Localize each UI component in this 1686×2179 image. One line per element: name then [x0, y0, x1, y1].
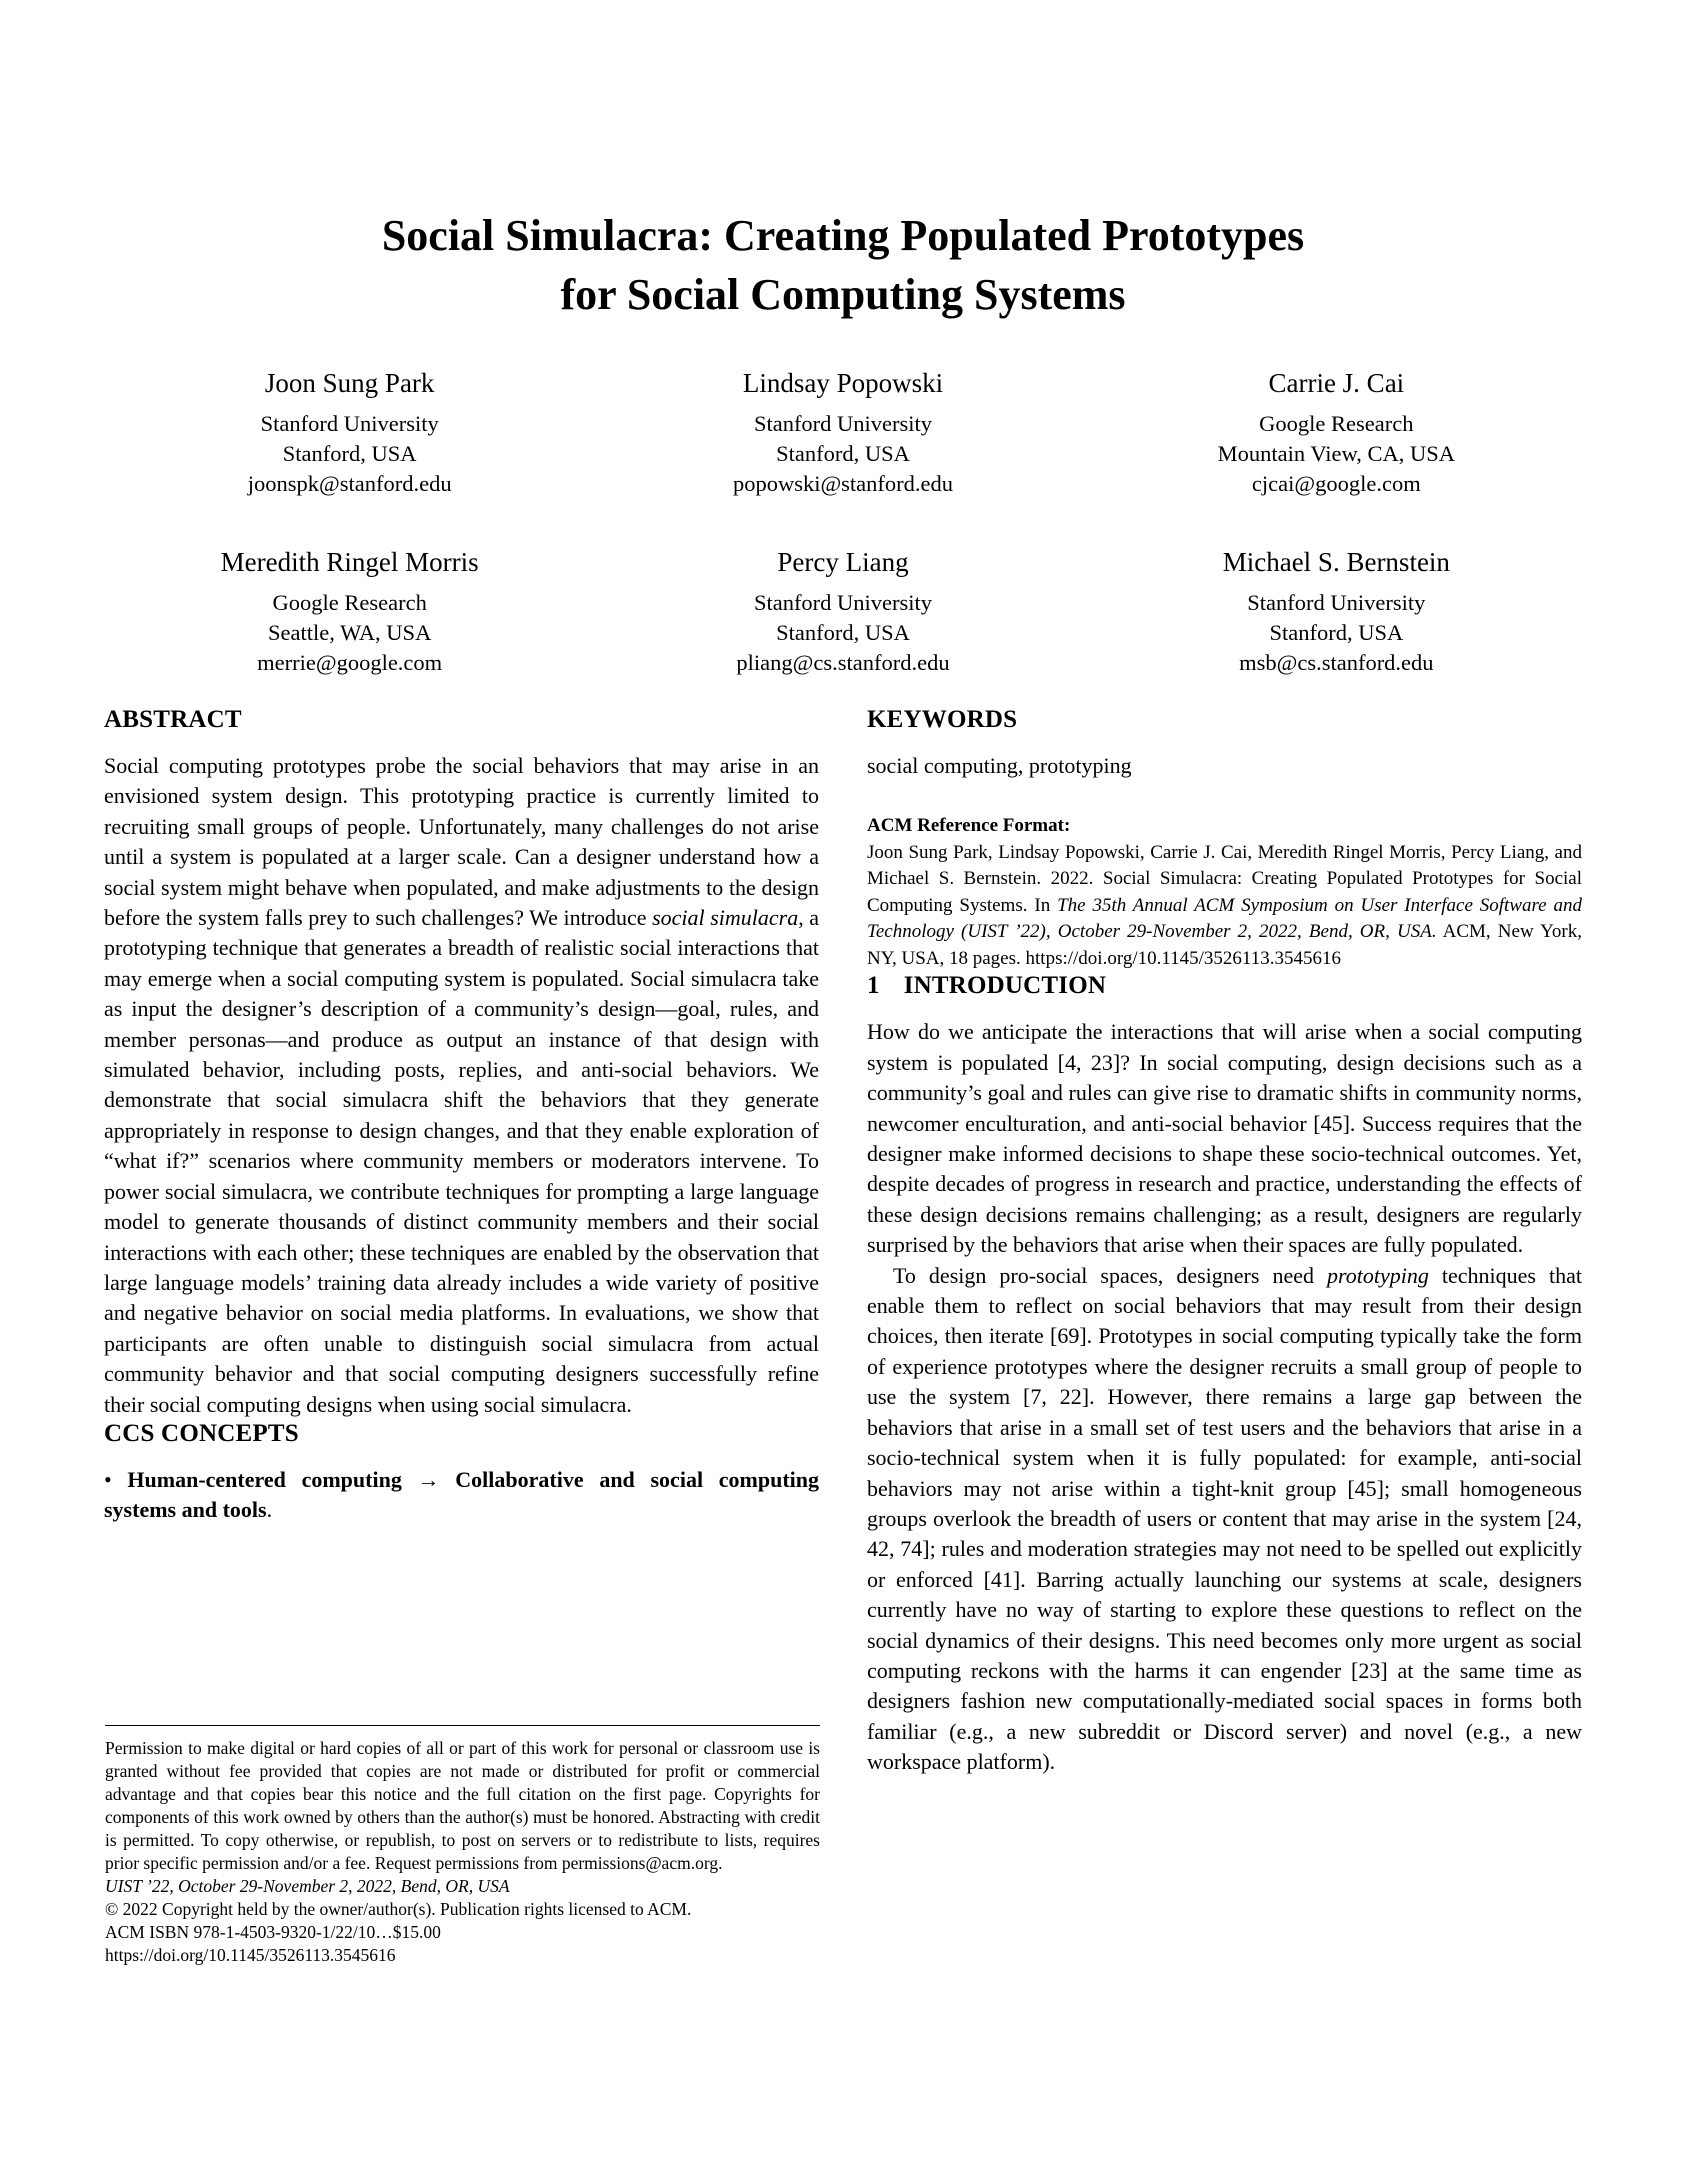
right-column — [867, 706, 1582, 1778]
author-affiliation: Google Research — [272, 590, 427, 615]
author-card — [596, 547, 1089, 678]
acm-reference-block — [867, 813, 1582, 972]
section-heading-abstract: ABSTRACT — [104, 706, 242, 733]
section-heading-keywords: KEYWORDS — [867, 706, 1018, 733]
author-email: merrie@google.com — [257, 650, 443, 675]
author-card — [103, 547, 596, 678]
author-name: Michael S. Bernstein — [1222, 547, 1450, 577]
keywords-text: social computing, prototyping — [867, 753, 1132, 778]
author-affiliation: Google Research — [1259, 411, 1414, 436]
left-column — [104, 706, 819, 1778]
author-email: joonspk@stanford.edu — [247, 471, 452, 496]
footnote-permission: Permission to make digital or hard copies of all or part of this work for personal or classroom use is granted without fee provided that copies are not made or distributed for profit or commercial advantage and that copies bear this notice and the full citation on the first page. Copyrights for components of this work owned by others than the author(s) must be honored. Abstracting with credit is permitted. To copy otherwise, or republish, to post on servers or to redistribute to lists, requires prior specific permission and/or a fee. Request permissions from permissions@acm.org. — [105, 1738, 820, 1873]
author-email: msb@cs.stanford.edu — [1239, 650, 1434, 675]
author-location: Seattle, WA, USA — [268, 620, 432, 645]
section-number: 1 — [867, 972, 880, 1000]
author-email: popowski@stanford.edu — [732, 471, 954, 496]
section-heading-introduction — [867, 972, 1582, 1000]
footnote-isbn: ACM ISBN 978-1-4503-9320-1/22/10…$15.00 — [105, 1922, 441, 1942]
author-location: Stanford, USA — [776, 620, 910, 645]
footnote-conference: UIST ’22, October 29-November 2, 2022, Bend, OR, USA — [105, 1876, 510, 1896]
author-name: Meredith Ringel Morris — [220, 547, 479, 577]
author-name: Lindsay Popowski — [742, 368, 944, 398]
author-affiliation: Stanford University — [1247, 590, 1426, 615]
author-email: pliang@cs.stanford.edu — [736, 650, 950, 675]
author-card — [1090, 547, 1583, 678]
abstract-text: Social computing prototypes probe the social behaviors that may arise in an envisioned system design. This prototyping practice is currently limited to recruiting small groups of people. Unfortunately, many challenges do not arise until a system is populated at a larger scale. Can a designer understand how a social system might behave when populated, and make adjustments to the design before the system falls prey to such challenges? We introduce social simulacra, a prototyping technique that generates a breadth of realistic social interactions that may emerge when a social computing system is populated. Social simulacra take as input the designer’s description of a community’s design—goal, rules, and member personas—and produce as output an instance of that design with simulated behavior, including posts, replies, and anti-social behaviors. We demonstrate that social simulacra shift the behaviors that they generate appropriately in response to design changes, and that they enable exploration of “what if?” scenarios where community members or moderators intervene. To power social simulacra, we contribute techniques for prompting a large language model to generate thousands of distinct community members and their social interactions with each other; these techniques are enabled by the observation that large language models’ training data already includes a wide variety of positive and negative behavior on social media platforms. In evaluations, we show that participants are often unable to distinguish social simulacra from actual community behavior and that social computing designers successfully refine their social computing designs when using social simulacra. — [104, 753, 820, 1417]
author-affiliation: Stanford University — [753, 411, 933, 436]
author-affiliation: Stanford University — [753, 590, 933, 615]
footnote-copyright: © 2022 Copyright held by the owner/author(s). Publication rights licensed to ACM. — [105, 1899, 692, 1919]
author-name: Carrie J. Cai — [1268, 368, 1405, 398]
two-column-body — [104, 706, 1582, 1778]
author-card — [103, 368, 596, 499]
paper-title-line1: Social Simulacra: Creating Populated Prototypes — [381, 211, 1305, 260]
footnote-rule — [105, 1725, 820, 1726]
section-title: INTRODUCTION — [903, 972, 1107, 1000]
author-affiliation: Stanford University — [260, 411, 439, 436]
acm-reference-text: Joon Sung Park, Lindsay Popowski, Carrie J. Cai, Meredith Ringel Morris, Percy Liang, and Michael S. Bernstein. 2022. Social Simulacra: Creating Populated Prototypes for Social Computing Systems. In The 35th Annual ACM Symposium on User Interface Software and Technology (UIST ’22), October 29-November 2, 2022, Bend, OR, USA. ACM, New York, NY, USA, 18 pages. https://doi.org/10.1145/3526113.3545616 — [867, 841, 1582, 969]
author-location: Stanford, USA — [1269, 620, 1404, 645]
author-name: Percy Liang — [777, 547, 909, 577]
author-email: cjcai@google.com — [1251, 471, 1421, 496]
footnote-doi-link[interactable] — [105, 1944, 820, 1967]
author-card — [1090, 368, 1583, 499]
author-location: Stanford, USA — [282, 441, 417, 466]
author-card — [596, 368, 1089, 499]
intro-paragraph-2: To design pro-social spaces, designers need prototyping techniques that enable them to reflect on social behaviors that may result from their design choices, then iterate [69]. Prototypes in social computing typically take the form of experience prototypes where the designer recruits a small group of people to use the system [7, 22]. However, there remains a large gap between the behaviors that arise in a small set of test users and the behaviors that arise in a socio-technical system when it is fully populated: for example, anti-social behaviors may not arise within a tight-knit group [45]; small homogeneous groups overlook the breadth of users or content that may arise in the system [24, 42, 74]; rules and moderation strategies may not need to be spelled out explicitly or enforced [41]. Barring actually launching our systems at scale, designers currently have no way of starting to explore these questions to reflect on the social dynamics of their designs. This need becomes only more urgent as social computing reckons with the harms it can engender [23] at the same time as designers fashion new computationally-mediated social spaces in forms both familiar (e.g., a new subreddit or Discord server) and novel (e.g., a new workspace platform). — [867, 1262, 1582, 1775]
paper-title — [0, 0, 1686, 324]
authors-block — [103, 368, 1583, 678]
doi-url[interactable]: https://doi.org/10.1145/3526113.3545616 — [105, 1945, 396, 1965]
author-location: Mountain View, CA, USA — [1217, 441, 1456, 466]
paper-title-line2: for Social Computing Systems — [560, 270, 1126, 319]
first-page-footnote — [105, 1725, 820, 1967]
acm-reference-heading: ACM Reference Format: — [867, 815, 1071, 837]
intro-paragraph-1: How do we anticipate the interactions that will arise when a social computing system is populated [4, 23]? In social computing, design decisions such as a community’s goal and rules can give rise to dramatic shifts in community norms, newcomer enculturation, and anti-social behavior [45]. Success requires that the designer make informed decisions to shape these socio-technical outcomes. Yet, despite decades of progress in research and practice, understanding the effects of these design decisions remains challenging; as a result, designers are regularly surprised by the behaviors that arise when their spaces are fully populated. — [867, 1019, 1582, 1258]
author-location: Stanford, USA — [776, 441, 910, 466]
section-heading-ccs: CCS CONCEPTS — [104, 1419, 299, 1447]
ccs-text: • Human-centered computing → Collaborative and social computing systems and tools. — [104, 1466, 820, 1523]
author-name: Joon Sung Park — [264, 368, 435, 398]
